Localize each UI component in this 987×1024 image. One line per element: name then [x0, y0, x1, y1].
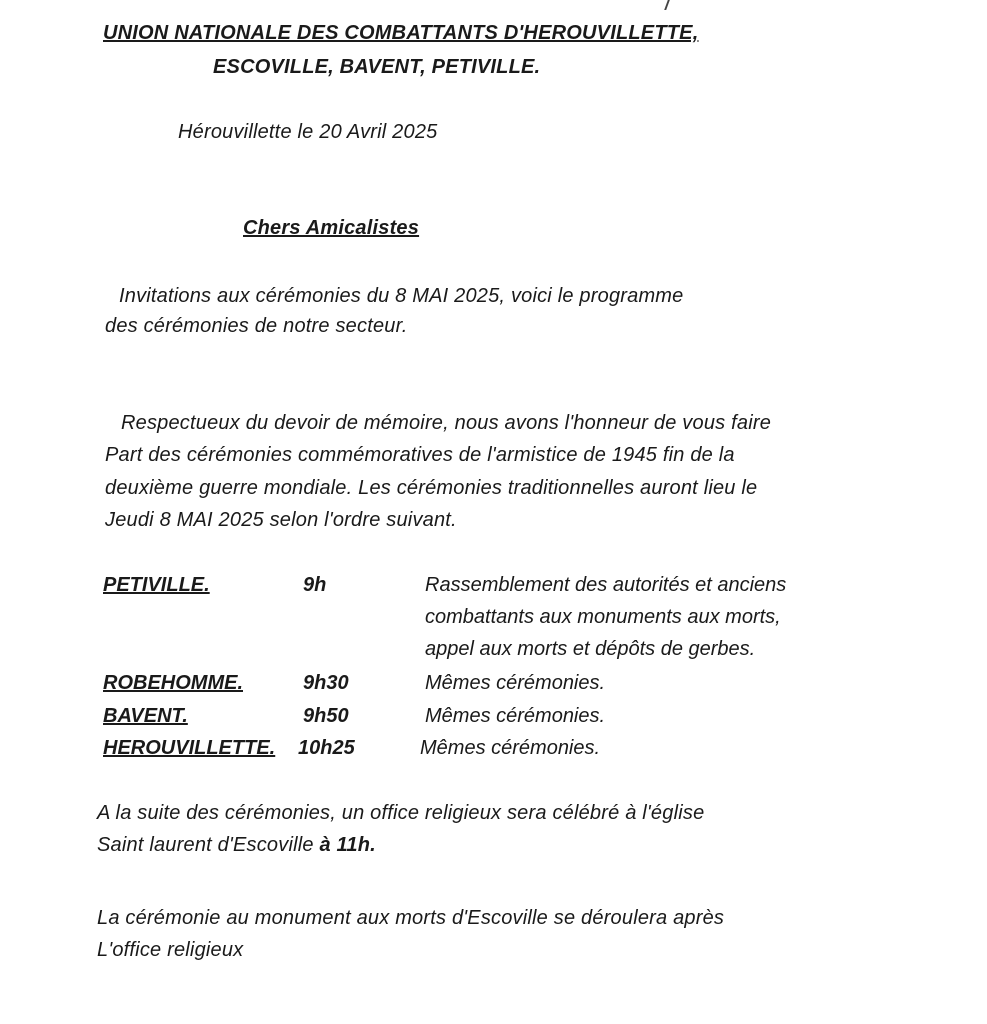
body-line-1: Respectueux du devoir de mémoire, nous avons l'honneur de vous faire	[121, 412, 772, 434]
office-line-1: A la suite des cérémonies, un office religieux sera célébré à l'église	[97, 802, 705, 824]
office-line-2-text: Saint laurent d'Escoville	[97, 834, 320, 856]
salutation: Chers Amicalistes	[243, 217, 420, 239]
schedule-desc-bavent: Mêmes cérémonies.	[425, 705, 606, 727]
schedule-place-bavent: BAVENT.	[103, 705, 188, 727]
schedule-desc-petiville-3: appel aux morts et dépôts de gerbes.	[425, 638, 756, 660]
body-line-4: Jeudi 8 MAI 2025 selon l'ordre suivant.	[105, 509, 457, 531]
association-title-line-2: ESCOVILLE, BAVENT, PETIVILLE.	[213, 56, 541, 78]
schedule-time-herouvillette: 10h25	[298, 737, 355, 759]
schedule-time-robehomme: 9h30	[303, 672, 349, 694]
schedule-desc-robehomme: Mêmes cérémonies.	[425, 672, 606, 694]
schedule-place-herouvillette: HEROUVILLETTE.	[103, 737, 276, 759]
office-line-2	[97, 832, 376, 858]
date-line: Hérouvillette le 20 Avril 2025	[178, 121, 438, 143]
association-title-line-1: UNION NATIONALE DES COMBATTANTS D'HEROUVILLETTE,	[103, 22, 699, 44]
schedule-time-bavent: 9h50	[303, 705, 349, 727]
intro-line-1: Invitations aux cérémonies du 8 MAI 2025, voici le programme	[119, 285, 684, 307]
schedule-place-robehomme: ROBEHOMME.	[103, 672, 243, 694]
schedule-desc-petiville-1: Rassemblement des autorités et anciens	[425, 574, 787, 596]
schedule-time-petiville: 9h	[303, 574, 327, 596]
body-line-3: deuxième guerre mondiale. Les cérémonies traditionnelles auront lieu le	[105, 477, 758, 499]
closing-line-2: L'office religieux	[97, 939, 244, 961]
office-time: à 11h.	[319, 834, 376, 856]
closing-line-1: La cérémonie au monument aux morts d'Escoville se déroulera après	[97, 907, 725, 929]
schedule-place-petiville: PETIVILLE.	[103, 574, 210, 596]
schedule-desc-petiville-2: combattants aux monuments aux morts,	[425, 606, 781, 628]
intro-line-2: des cérémonies de notre secteur.	[105, 315, 408, 337]
schedule-desc-herouvillette: Mêmes cérémonies.	[420, 737, 601, 759]
body-line-2: Part des cérémonies commémoratives de l'armistice de 1945 fin de la	[105, 444, 735, 466]
scan-mark	[656, 0, 670, 10]
